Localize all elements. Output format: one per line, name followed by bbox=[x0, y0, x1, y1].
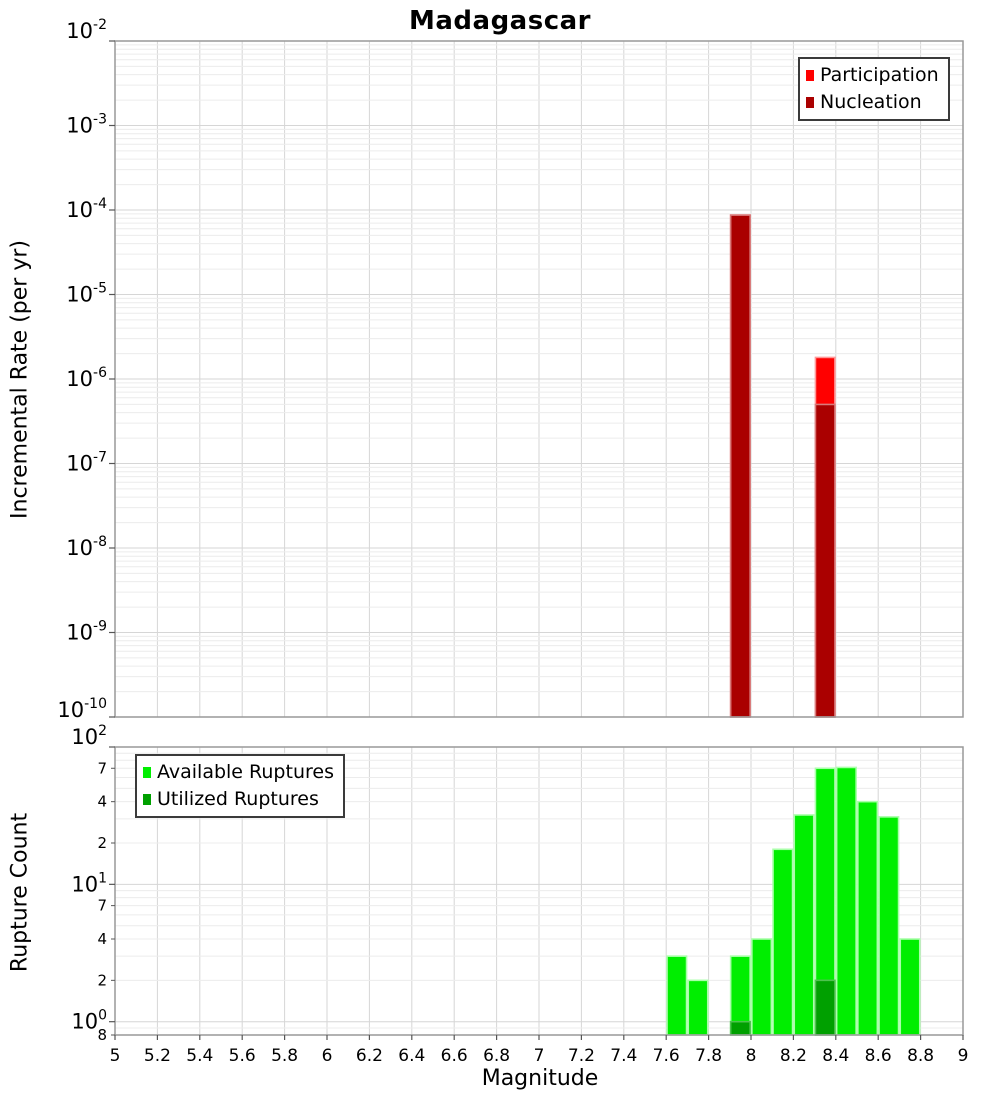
bar-available-ruptures-8.45 bbox=[837, 767, 857, 1035]
x-tick-label-5: 5 bbox=[109, 1046, 121, 1066]
y-axis-0 bbox=[57, 17, 115, 722]
x-tick-label-8: 8 bbox=[745, 1046, 757, 1066]
y-tick-label-10e-5: $10^{-5}$ bbox=[66, 280, 107, 307]
legend-label-utilized-ruptures: Utilized Ruptures bbox=[157, 788, 319, 810]
participation-swatch-icon bbox=[806, 70, 814, 81]
legend-rate bbox=[798, 57, 950, 121]
y-tick-label-10e-6: $10^{-6}$ bbox=[66, 365, 107, 391]
y-axis-label-count: Rupture Count bbox=[7, 812, 33, 973]
y-minor-tick-label-0.8: 8 bbox=[97, 1026, 107, 1044]
y-tick-label-10e-7: $10^{-7}$ bbox=[66, 449, 107, 476]
bar-available-ruptures-8.65 bbox=[879, 817, 899, 1035]
bar-available-ruptures-8.75 bbox=[900, 939, 920, 1035]
bar-available-ruptures-7.75 bbox=[688, 980, 708, 1035]
bar-available-ruptures-8.25 bbox=[794, 815, 814, 1035]
bar-utilized-ruptures-7.95 bbox=[731, 1022, 751, 1035]
legend-item-utilized-ruptures bbox=[143, 786, 334, 813]
x-tick-label-6.4: 6.4 bbox=[398, 1046, 426, 1066]
bar-available-ruptures-7.65 bbox=[667, 956, 687, 1035]
y-tick-label-10e-2: $10^{-2}$ bbox=[66, 17, 107, 43]
x-tick-label-7.8: 7.8 bbox=[695, 1046, 723, 1066]
bar-available-ruptures-8.55 bbox=[858, 802, 878, 1035]
chart-title: Madagascar bbox=[409, 6, 591, 36]
utilized-ruptures-swatch-icon bbox=[143, 794, 151, 805]
legend-item-nucleation bbox=[806, 89, 939, 116]
y-axis-1 bbox=[71, 723, 115, 1044]
y-minor-tick-label-20: 2 bbox=[97, 834, 107, 852]
legend-item-available-ruptures bbox=[143, 759, 334, 786]
legend-ruptures bbox=[135, 754, 345, 818]
legend-label-available-ruptures: Available Ruptures bbox=[157, 761, 334, 783]
x-tick-label-9: 9 bbox=[957, 1046, 969, 1066]
bar-nucleation-7.95 bbox=[731, 215, 751, 717]
y-tick-label-10e-9: $10^{-9}$ bbox=[66, 618, 107, 645]
y-tick-label-10e2: $10^2$ bbox=[71, 723, 107, 749]
bar-available-ruptures-8.05 bbox=[752, 939, 772, 1035]
y-tick-label-10e0: $10^0$ bbox=[71, 1007, 107, 1034]
x-tick-label-6: 6 bbox=[321, 1046, 333, 1066]
bar-nucleation-8.35 bbox=[815, 404, 835, 717]
y-minor-tick-label-7: 7 bbox=[97, 896, 107, 915]
x-axis-label: Magnitude bbox=[481, 1066, 599, 1091]
x-tick-label-7: 7 bbox=[533, 1046, 545, 1066]
x-tick-label-8.6: 8.6 bbox=[864, 1046, 892, 1066]
x-tick-label-8.4: 8.4 bbox=[822, 1046, 850, 1066]
bar-utilized-ruptures-8.35 bbox=[815, 980, 835, 1035]
x-tick-label-8.2: 8.2 bbox=[779, 1046, 807, 1066]
x-tick-label-8.8: 8.8 bbox=[907, 1046, 935, 1066]
x-tick-label-5.6: 5.6 bbox=[228, 1046, 256, 1066]
x-tick-label-6.2: 6.2 bbox=[355, 1046, 383, 1066]
y-minor-tick-label-40: 4 bbox=[97, 792, 107, 811]
bar-available-ruptures-8.15 bbox=[773, 849, 793, 1035]
legend-item-participation bbox=[806, 62, 939, 89]
series-nucleation bbox=[731, 215, 835, 717]
gridlines-0 bbox=[115, 41, 963, 717]
legend-label-nucleation: Nucleation bbox=[820, 91, 922, 113]
y-tick-label-10e-8: $10^{-8}$ bbox=[66, 534, 107, 560]
y-minor-tick-label-2: 2 bbox=[97, 971, 107, 990]
legend-label-participation: Participation bbox=[820, 64, 939, 86]
y-minor-tick-label-70: 7 bbox=[97, 759, 107, 778]
subplot-0 bbox=[57, 17, 963, 722]
y-tick-label-10e1: $10^1$ bbox=[71, 870, 107, 897]
x-tick-label-6.6: 6.6 bbox=[440, 1046, 468, 1066]
x-tick-label-7.4: 7.4 bbox=[610, 1046, 638, 1066]
available-ruptures-swatch-icon bbox=[143, 767, 151, 778]
x-tick-label-6.8: 6.8 bbox=[483, 1046, 511, 1066]
x-tick-label-7.2: 7.2 bbox=[567, 1046, 595, 1066]
x-axis bbox=[110, 1035, 969, 1066]
y-tick-label-10e-3: $10^{-3}$ bbox=[66, 111, 107, 138]
y-axis-label-rate: Incremental Rate (per yr) bbox=[7, 240, 33, 519]
x-tick-label-5.4: 5.4 bbox=[186, 1046, 214, 1066]
y-tick-label-10e-10: $10^{-10}$ bbox=[57, 696, 107, 722]
y-tick-label-10e-4: $10^{-4}$ bbox=[66, 196, 107, 222]
x-tick-label-7.6: 7.6 bbox=[652, 1046, 680, 1066]
x-tick-label-5.8: 5.8 bbox=[271, 1046, 299, 1066]
x-tick-label-5.2: 5.2 bbox=[143, 1046, 171, 1066]
nucleation-swatch-icon bbox=[806, 97, 814, 108]
y-minor-tick-label-4: 4 bbox=[97, 930, 107, 948]
